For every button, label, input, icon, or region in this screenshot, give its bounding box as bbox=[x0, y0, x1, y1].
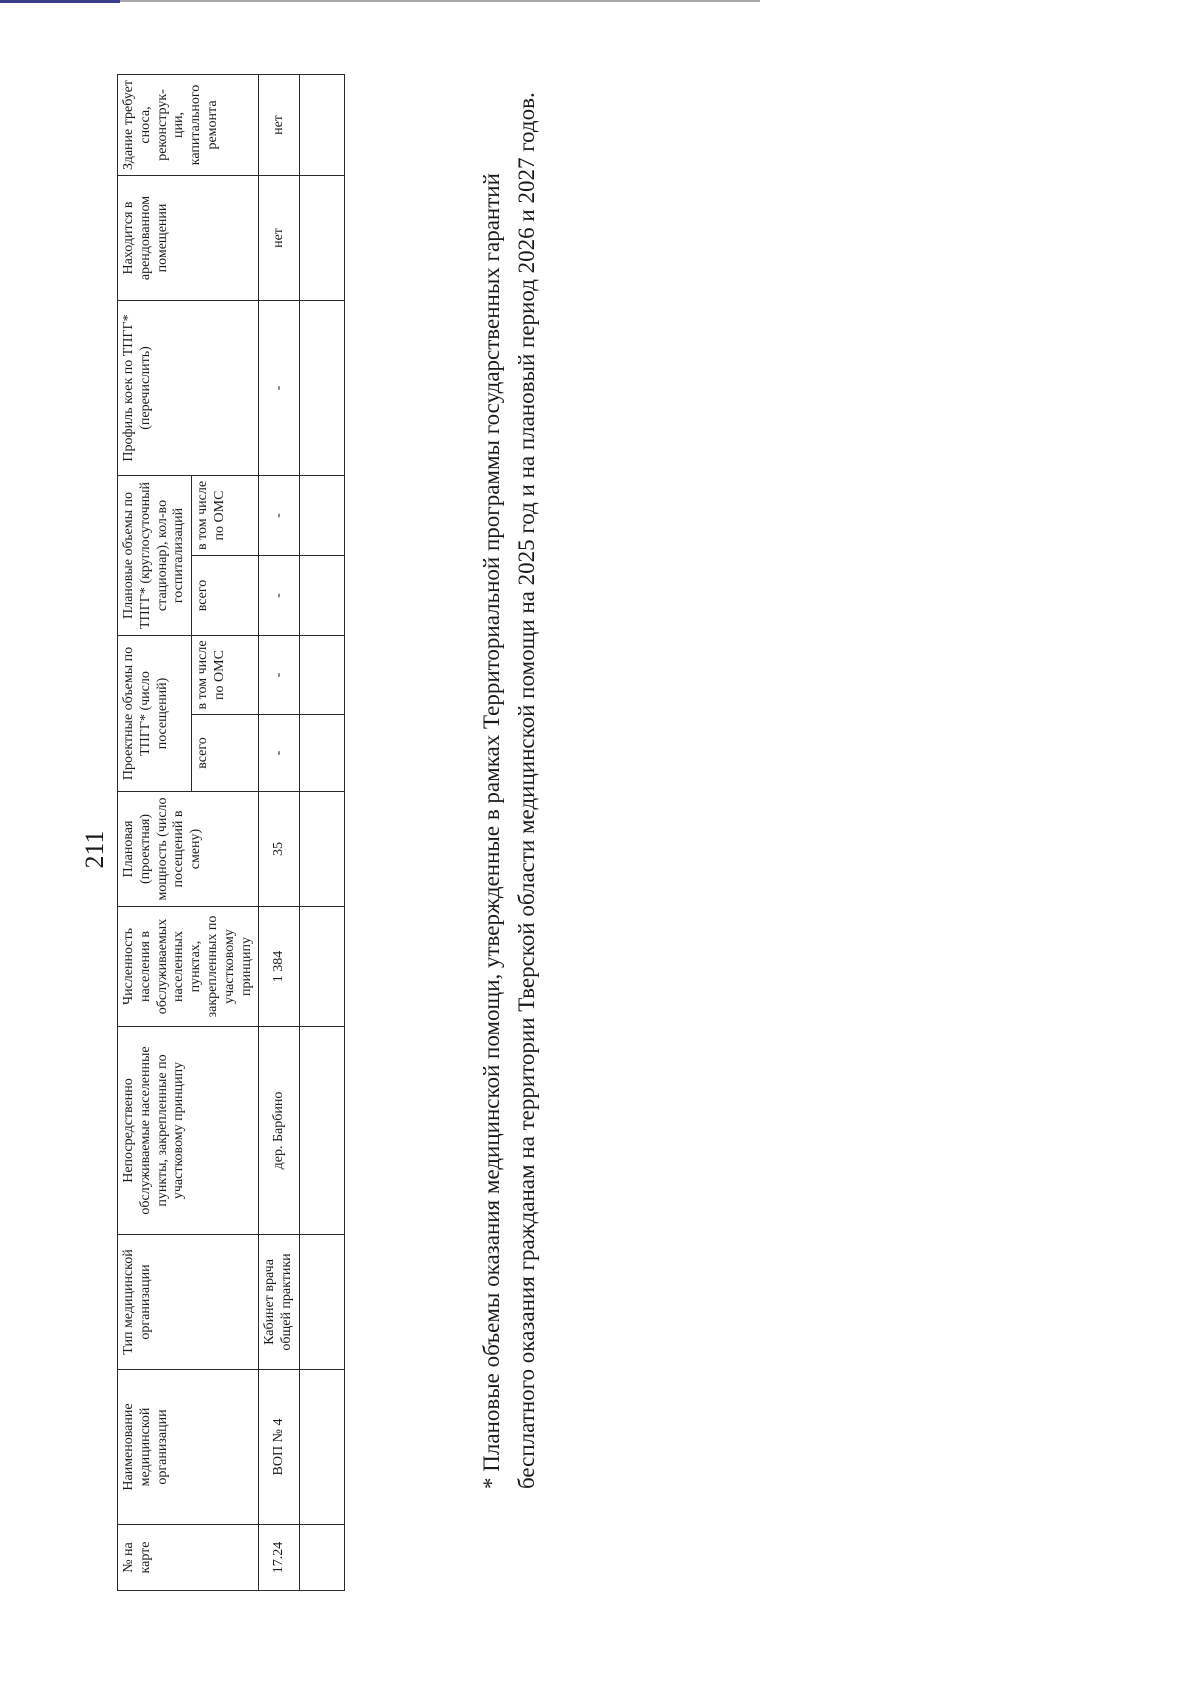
header-rented: Находится в арендованном помещении bbox=[118, 175, 259, 300]
header-org-type: Тип медицинской организации bbox=[118, 1235, 259, 1370]
cell-hosp-oms: - bbox=[259, 475, 300, 555]
header-hosp-group: Плановые объемы по ТПГГ* (круглосуточный стационар), кол-во госпитализаций bbox=[118, 475, 192, 635]
cell-org-type: Кабинет врача общей практики bbox=[259, 1235, 300, 1370]
header-settlements: Непосредственно обслуживаемые населенные пункты, закрепленные по участковому принципу bbox=[118, 1027, 259, 1235]
header-repair: Здание требует сноса, реконструк-ции, капитального ремонта bbox=[118, 74, 259, 175]
subheader-visits-total: всего bbox=[192, 715, 259, 792]
footnote: * Плановые объемы оказания медицинской помощи, утвержденные в рамках Территориальной программы государственных гарантий бесплатного оказания гражданам на территории Тверской области медицинской помощи на 2025 год и на плановый период 2026 и 2027 годов. bbox=[479, 92, 539, 1489]
header-visits-group: Проектные объемы по ТПГГ* (число посещений) bbox=[118, 636, 192, 792]
cell-population: 1 384 bbox=[259, 907, 300, 1027]
cell-rented: нет bbox=[259, 175, 300, 300]
table-row-blank bbox=[299, 74, 344, 1590]
header-capacity: Плановая (проектная) мощность (число посещений в смену) bbox=[118, 792, 259, 907]
page-number: 211 bbox=[80, 830, 109, 869]
cell-visits-total: - bbox=[259, 715, 300, 792]
subheader-hosp-total: всего bbox=[192, 556, 259, 636]
header-map-no: № на карте bbox=[118, 1525, 259, 1591]
header-population: Численность населения в обслуживаемых населенных пунктах, закрепленных по участковому принципу bbox=[118, 907, 259, 1027]
cell-repair: нет bbox=[259, 74, 300, 175]
cell-beds: - bbox=[259, 300, 300, 475]
subheader-visits-oms: в том числе по ОМС bbox=[192, 636, 259, 715]
header-org-name: Наименование медицинской организации bbox=[118, 1370, 259, 1525]
cell-map-no: 17.24 bbox=[259, 1525, 300, 1591]
header-beds: Профиль коек по ТПГГ* (перечислить) bbox=[118, 300, 259, 475]
header-row bbox=[118, 74, 192, 1590]
table-row bbox=[259, 74, 300, 1590]
facility-table bbox=[117, 74, 345, 1591]
cell-hosp-total: - bbox=[259, 556, 300, 636]
cell-visits-oms: - bbox=[259, 636, 300, 715]
cell-capacity: 35 bbox=[259, 792, 300, 907]
cell-org-name: ВОП № 4 bbox=[259, 1370, 300, 1525]
subheader-hosp-oms: в том числе по ОМС bbox=[192, 475, 259, 555]
cell-settlements: дер. Барбино bbox=[259, 1027, 300, 1235]
